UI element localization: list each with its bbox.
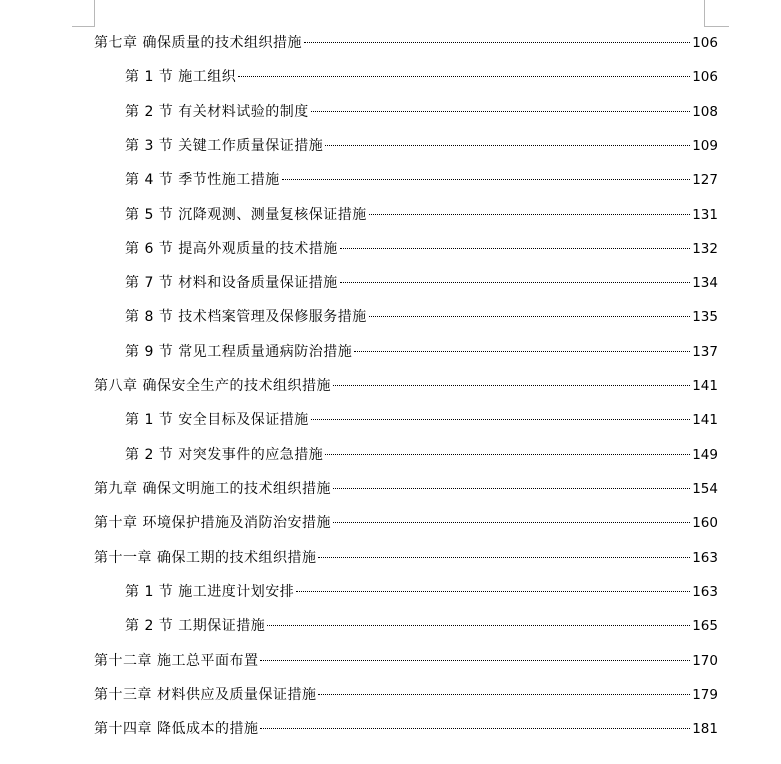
toc-entry-title: 第 6 节 提高外观质量的技术措施	[125, 241, 338, 257]
toc-entry-title: 第 9 节 常见工程质量通病防治措施	[125, 344, 353, 360]
toc-entry-section[interactable]	[125, 170, 718, 190]
toc-entry-title: 第十一章 确保工期的技术组织措施	[94, 550, 317, 566]
toc-entry-page: 132	[692, 241, 718, 257]
toc-dot-leader	[267, 625, 690, 626]
toc-entry-page: 135	[692, 309, 718, 325]
toc-entry-title: 第八章 确保安全生产的技术组织措施	[94, 378, 331, 394]
toc-dot-leader	[318, 557, 690, 558]
toc-entry-chapter[interactable]	[94, 651, 718, 671]
toc-entry-section[interactable]	[125, 273, 718, 293]
toc-entry-section[interactable]	[125, 582, 718, 602]
toc-entry-page: 165	[692, 618, 718, 634]
toc-dot-leader	[325, 454, 690, 455]
toc-dot-leader	[333, 522, 690, 523]
toc-dot-leader	[282, 179, 690, 180]
toc-entry-page: 137	[692, 344, 718, 360]
toc-entry-section[interactable]	[125, 67, 718, 87]
toc-dot-leader	[354, 351, 690, 352]
toc-dot-leader	[369, 316, 690, 317]
toc-entry-title: 第 3 节 关键工作质量保证措施	[125, 138, 324, 154]
toc-dot-leader	[333, 385, 690, 386]
toc-dot-leader	[340, 282, 690, 283]
toc-entry-chapter[interactable]	[94, 33, 718, 53]
toc-entry-title: 第 7 节 材料和设备质量保证措施	[125, 275, 338, 291]
toc-entry-page: 131	[692, 207, 718, 223]
crop-mark-top-right	[704, 0, 729, 27]
toc-entry-page: 134	[692, 275, 718, 291]
toc-entry-title: 第 1 节 安全目标及保证措施	[125, 412, 309, 428]
toc-entry-title: 第 4 节 季节性施工措施	[125, 172, 280, 188]
toc-entry-title: 第 2 节 有关材料试验的制度	[125, 104, 309, 120]
toc-entry-section[interactable]	[125, 445, 718, 465]
toc-entry-title: 第十二章 施工总平面布置	[94, 653, 259, 669]
toc-entry-page: 106	[692, 35, 718, 51]
toc-dot-leader	[325, 145, 690, 146]
crop-mark-top-left	[72, 0, 95, 27]
toc-dot-leader	[333, 488, 690, 489]
toc-dot-leader	[260, 660, 690, 661]
toc-entry-page: 163	[692, 584, 718, 600]
toc-entry-page: 141	[692, 412, 718, 428]
toc-entry-page: 141	[692, 378, 718, 394]
toc-entry-page: 179	[692, 687, 718, 703]
toc-entry-page: 149	[692, 447, 718, 463]
toc-entry-chapter[interactable]	[94, 513, 718, 533]
toc-entry-chapter[interactable]	[94, 548, 718, 568]
toc-entry-page: 154	[692, 481, 718, 497]
toc-entry-page: 160	[692, 515, 718, 531]
toc-dot-leader	[296, 591, 690, 592]
toc-entry-section[interactable]	[125, 307, 718, 327]
toc-entry-title: 第十四章 降低成本的措施	[94, 721, 259, 737]
toc-entry-page: 181	[692, 721, 718, 737]
toc-entry-title: 第七章 确保质量的技术组织措施	[94, 35, 302, 51]
toc-entry-section[interactable]	[125, 410, 718, 430]
toc-entry-chapter[interactable]	[94, 719, 718, 739]
toc-dot-leader	[304, 42, 690, 43]
toc-dot-leader	[311, 419, 690, 420]
toc-dot-leader	[318, 694, 690, 695]
toc-entry-section[interactable]	[125, 342, 718, 362]
toc-entry-title: 第 1 节 施工进度计划安排	[125, 584, 295, 600]
toc-entry-page: 170	[692, 653, 718, 669]
toc-dot-leader	[369, 214, 690, 215]
toc-entry-page: 127	[692, 172, 718, 188]
toc-entry-title: 第十三章 材料供应及质量保证措施	[94, 687, 317, 703]
toc-dot-leader	[311, 111, 690, 112]
toc-dot-leader	[238, 76, 690, 77]
toc-entry-section[interactable]	[125, 136, 718, 156]
toc-dot-leader	[340, 248, 690, 249]
toc-entry-title: 第 2 节 工期保证措施	[125, 618, 266, 634]
toc-entry-section[interactable]	[125, 205, 718, 225]
toc-entry-section[interactable]	[125, 102, 718, 122]
toc-entry-section[interactable]	[125, 616, 718, 636]
toc-entry-section[interactable]	[125, 239, 718, 259]
toc-entry-title: 第九章 确保文明施工的技术组织措施	[94, 481, 331, 497]
toc-entry-title: 第 2 节 对突发事件的应急措施	[125, 447, 324, 463]
toc-entry-chapter[interactable]	[94, 376, 718, 396]
toc-entry-chapter[interactable]	[94, 685, 718, 705]
toc-entry-title: 第 8 节 技术档案管理及保修服务措施	[125, 309, 367, 325]
toc-entry-page: 108	[692, 104, 718, 120]
toc-entry-page: 106	[692, 69, 718, 85]
toc-dot-leader	[260, 728, 690, 729]
toc-entry-title: 第十章 环境保护措施及消防治安措施	[94, 515, 331, 531]
toc-entry-page: 163	[692, 550, 718, 566]
toc-entry-title: 第 5 节 沉降观测、测量复核保证措施	[125, 207, 367, 223]
toc-entry-page: 109	[692, 138, 718, 154]
toc-entry-title: 第 1 节 施工组织	[125, 69, 237, 85]
toc-entry-chapter[interactable]	[94, 479, 718, 499]
